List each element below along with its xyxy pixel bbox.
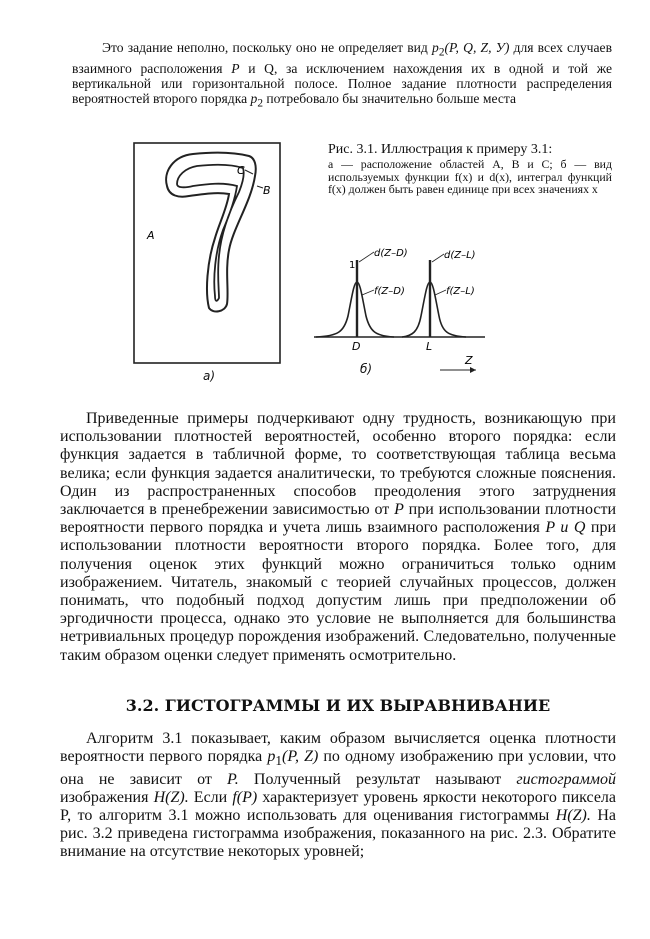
caption-title: Рис. 3.1. Иллюстрация к примеру 3.1:: [328, 142, 553, 157]
figure-functions-graph: [300, 240, 490, 380]
tick-d-label: D: [352, 340, 361, 353]
caption-body: а — расположение областей A, B и C; б — вид используемых функции f(x) и d(x), интеграл функций f(x) должен быть равен единице при всех значениях x: [328, 157, 612, 196]
f-d-label: f(Z–D): [374, 286, 405, 297]
figure-caption: [328, 141, 612, 196]
delta-d-label: d(Z–D): [374, 248, 408, 259]
axis-z-label: Z: [465, 354, 473, 367]
body-paragraph-2: Алгоритм 3.1 показывает, каким образом вычисляется оценка плотности вероятности первого порядка $p_1(P$, Z) по одному изображению при условии, что она не зависит от P. Полученный результат называют гистограммой изображения H(Z). Если f(P) характеризует уровень яркости некоторого пиксела P, то алгоритм 3.1 можно использовать для оценивания гистограммы H(Z). На рис. 3.2 приведена гистограмма изображения, показанного на рис. 2.3. Обратите внимание на отсутствие некоторых уровней;: [60, 730, 617, 861]
unit-label: 1: [349, 260, 356, 271]
region-c-label: C: [237, 164, 245, 177]
subfigure-a-label: а): [203, 369, 216, 383]
section-heading: 3.2. ГИСТОГРАММЫ И ИХ ВЫРАВНИВАНИЕ: [125, 696, 551, 715]
region-b-label: B: [263, 184, 271, 197]
region-a-label: A: [147, 229, 155, 242]
figure-regions: [133, 142, 281, 364]
subfigure-b-label: б): [360, 362, 373, 376]
delta-l-label: d(Z–L): [444, 250, 476, 261]
tick-l-label: L: [426, 340, 433, 353]
f-l-label: f(Z–L): [446, 286, 475, 297]
intro-paragraph: Это задание неполно, поскольку оно не определяет вид $p_2(P$, Q, Z, У) для всех случаев взаимного расположения P и Q, за исключением нахождения их в одной и той же вертикальной или горизонтальной полосе. Полное задание плотности распределения вероятностей второго порядка $p_2$ потребовало бы значительно больше места: [72, 40, 612, 110]
body-paragraph-1: Приведенные примеры подчеркивают одну трудность, возникающую при использовании плотностей вероятностей, особенно второго порядка: если функция задается в табличной форме, то соответствующая таблица весьма велика; если функция задается аналитически, то требуются сложные пояснения. Один из распространенных способов преодоления этого затруднения заключается в пренебрежении зависимостью от P при использовании плотности вероятности первого порядка и учета лишь взаимного расположения P и Q при использовании плотности вероятности второго порядка. Более того, для получения оценок этих функций можно ограничиться только одним изображением. Читатель, знакомый с теорией случайных процессов, должен понимать, что подобный подход допустим лишь при предположении об эргодичности процесса, однако это условие не выполняется для большинства нетривиальных процедур порождения изображений. Следовательно, полученные таким образом оценки следует применять осмотрительно.: [60, 410, 617, 664]
